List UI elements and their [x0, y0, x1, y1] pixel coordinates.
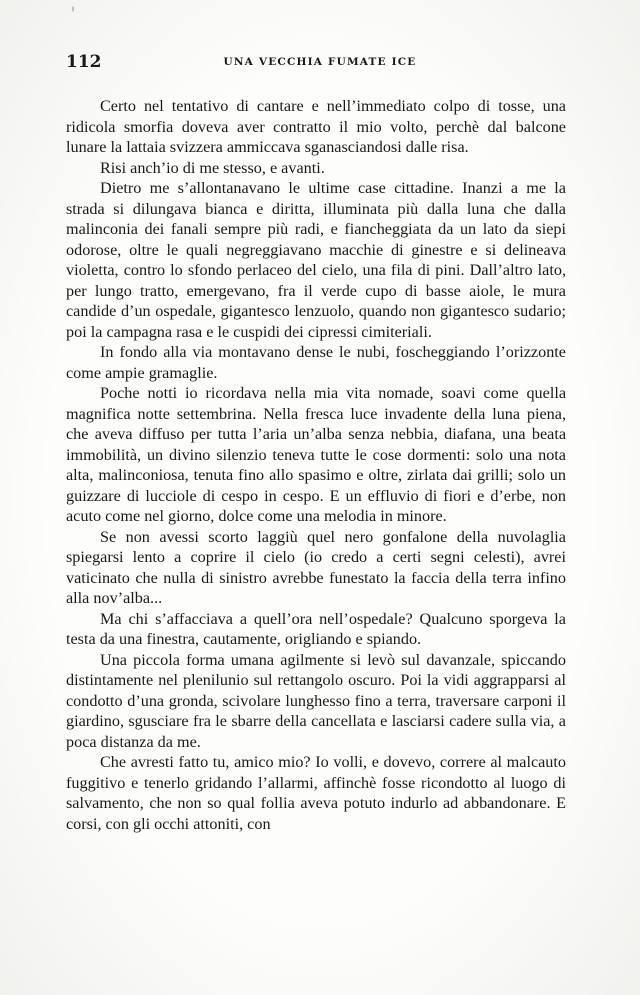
paragraph-4: In fondo alla via montavano dense le nubi, foscheggiando l’orizzonte come ampie gramaglie. [66, 343, 566, 382]
page-header [66, 52, 574, 74]
paragraph-3: Dietro me s’allontanavano le ultime case cittadine. Inanzi a me la strada si dilungava bianca e diritta, illuminata più dalla luna che dalla malinconia dei fanali sempre più radi, e fiancheggiata da un lato da siepi odorose, oltre le quali negreggiavano macchie di ginestre e si delineava violetta, contro lo sfondo perlaceo del cielo, una fila di pini. Dall’altro lato, per lungo tratto, emergevano, fra il verde cupo di basse aiole, le mura candide d’un ospedale, gigantesco lenzuolo, quando non gigantesco sudario; poi la campagna rasa e le cuspidi dei cipressi cimiteriali. [66, 179, 566, 341]
paragraph-9: Che avresti fatto tu, amico mio? Io volli, e dovevo, correre al malcauto fuggitivo e tenerlo gridando l’allarmi, affinchè fosse ricondotto al luogo di salvamento, che non so qual follia aveva potuto indurlo ad abbandonare. E corsi, con gli occhi attoniti, con [66, 753, 566, 833]
paper-speck [72, 6, 74, 12]
paragraph-2: Risi anch’io di me stesso, e avanti. [100, 158, 325, 177]
paragraph-6: Se non avessi scorto laggiù quel nero gonfalone della nuvolaglia spiegarsi lento a coprire il cielo (io credo a certi segni celesti), avrei vaticinato che nulla di sinistro avrebbe funestato la faccia della terra infino alla nov’alba... [66, 527, 566, 607]
running-title: UNA VECCHIA FUMATE ICE [223, 56, 417, 68]
paragraph-5: Poche notti io ricordava nella mia vita nomade, soavi come quella magnifica notte settembrina. Nella fresca luce invadente della luna piena, che aveva diffuso per tutta l’aria un’alba senza nebbia, diafana, una beata immobilità, un divino silenzio teneva tutte le cose dormenti: solo una nota alta, malinconiosa, tenuta fino allo spasimo e oltre, zirlata dai grilli; solo un guizzare di lucciole di cespo in cespo. E un effluvio di fiori e d’erbe, non acuto come nel giorno, dolce come una melodia in minore. [66, 384, 566, 525]
paragraph-1: Certo nel tentativo di cantare e nell’immediato colpo di tosse, una ridicola smorfia doveva aver contratto il mio volto, perchè dal balcone lunare la lattaia svizzera ammiccava sganasciandosi dalle risa. [66, 97, 566, 156]
paragraph-7: Ma chi s’affacciava a quell’ora nell’ospedale? Qualcuno sporgeva la testa da una finestra, cautamente, origliando e spiando. [66, 609, 566, 648]
paragraph-8: Una piccola forma umana agilmente si levò sul davanzale, spiccando distintamente nel plenilunio sul rettangolo oscuro. Poi la vidi aggrapparsi al condotto d’una gronda, scivolare lunghesso fino a terra, traversare carponi il giardino, sgusciare fra le sbarre della cancellata e lasciarsi cadere sulla via, a poca distanza da me. [66, 650, 566, 751]
body-text [66, 96, 566, 834]
page-number: 112 [66, 52, 102, 72]
